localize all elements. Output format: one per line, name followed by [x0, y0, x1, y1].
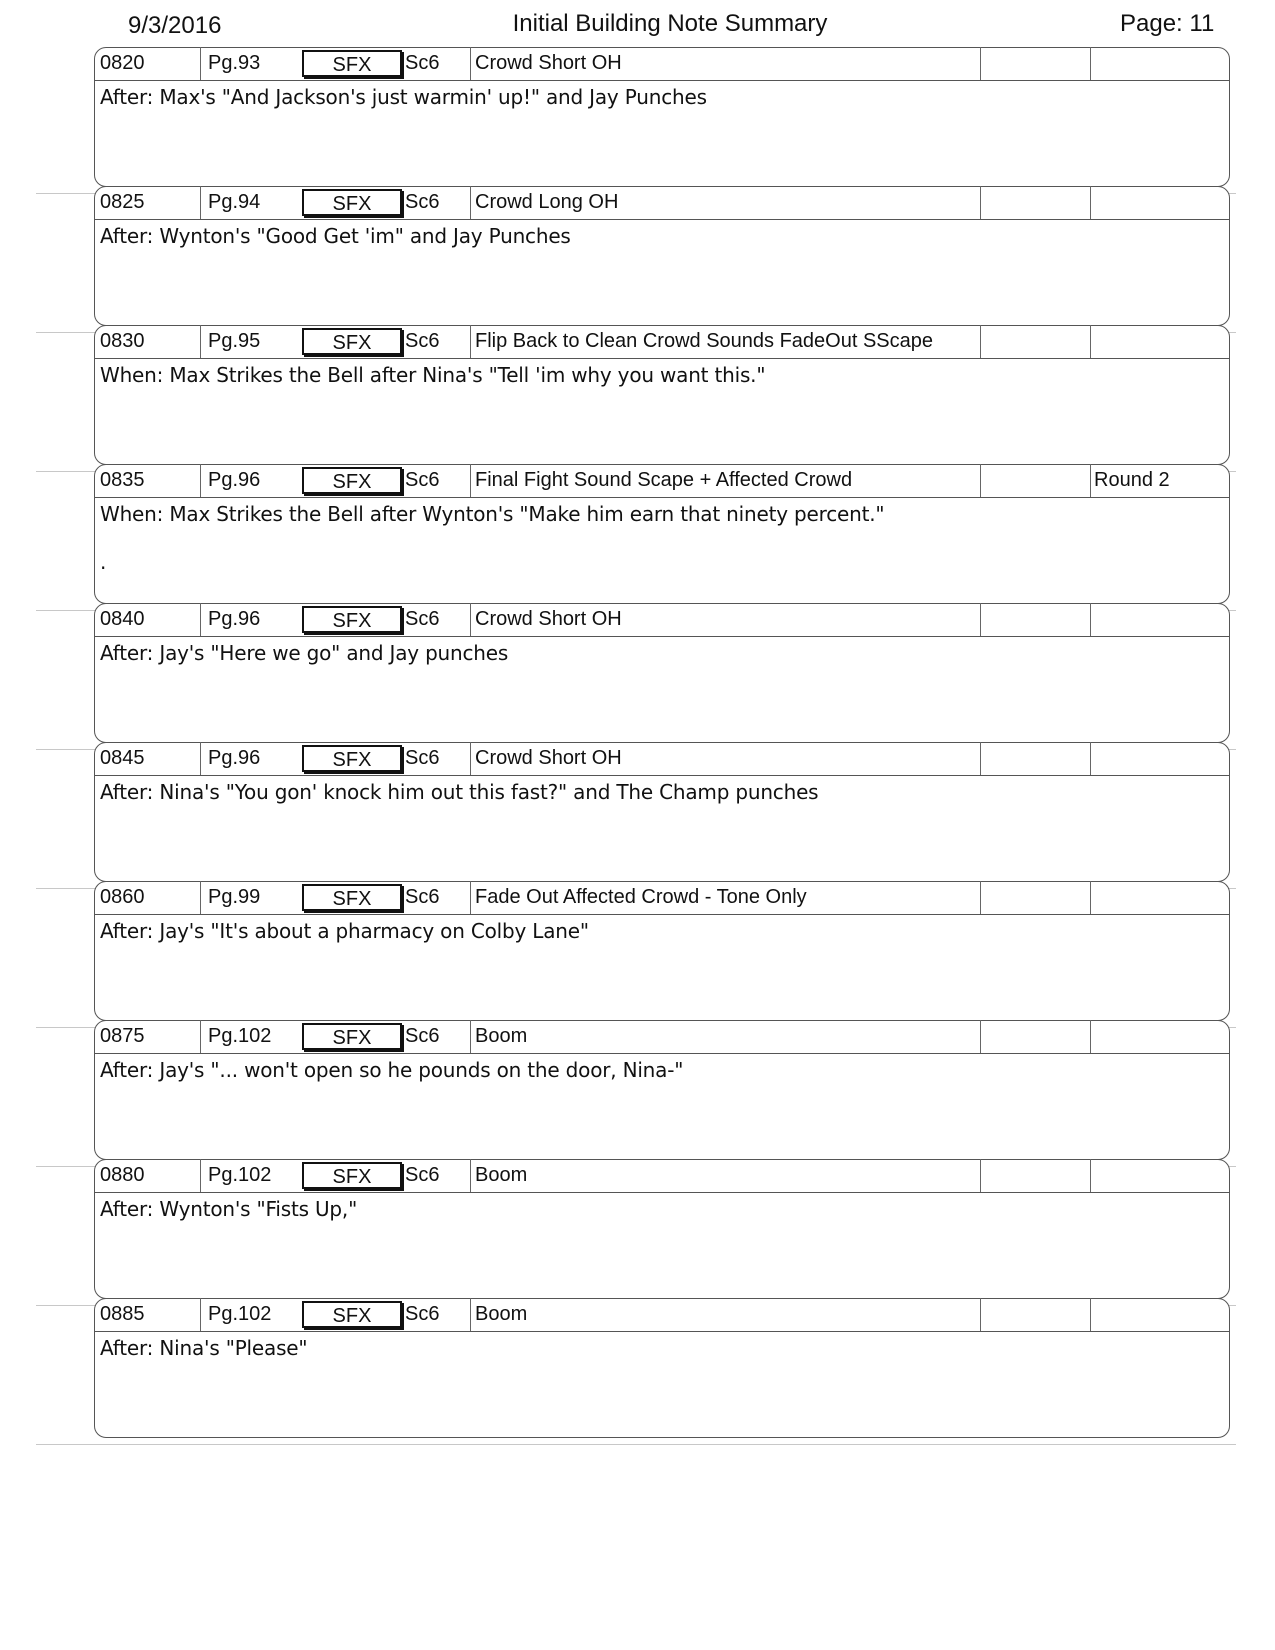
- column-divider: [1090, 603, 1091, 636]
- column-divider: [1090, 742, 1091, 775]
- column-divider: [200, 1159, 201, 1192]
- cue-type-badge: SFX: [302, 745, 402, 772]
- cue-record: [94, 186, 1234, 326]
- column-divider: [200, 464, 201, 497]
- column-divider: [200, 186, 201, 219]
- column-divider: [980, 603, 981, 636]
- column-divider: [980, 464, 981, 497]
- column-divider: [470, 603, 471, 636]
- column-divider: [470, 881, 471, 914]
- cue-note: After: Nina's "You gon' knock him out this fast?" and The Champ punches: [100, 780, 819, 804]
- cue-number: 0840: [100, 608, 145, 630]
- cue-scene: Sc6: [405, 608, 440, 630]
- cue-note: After: Wynton's "Fists Up,": [100, 1197, 358, 1221]
- cue-scene: Sc6: [405, 747, 440, 769]
- cue-page: Pg.102: [208, 1025, 272, 1047]
- cue-record: [94, 603, 1234, 743]
- record-header-row: [94, 464, 1230, 498]
- cue-note: After: Wynton's "Good Get 'im" and Jay Punches: [100, 224, 571, 248]
- column-divider: [980, 881, 981, 914]
- column-divider: [470, 1159, 471, 1192]
- cue-note: After: Nina's "Please": [100, 1336, 308, 1360]
- cue-number: 0835: [100, 469, 145, 491]
- cue-extra-2: [1094, 742, 1224, 775]
- column-divider: [1090, 1298, 1091, 1331]
- record-header-row: [94, 742, 1230, 776]
- cue-extra-2: [1094, 603, 1224, 636]
- column-divider: [980, 47, 981, 80]
- cue-extra-2: [1094, 47, 1224, 80]
- cue-extra-1: [987, 464, 1087, 497]
- column-divider: [200, 742, 201, 775]
- cue-page: Pg.102: [208, 1164, 272, 1186]
- record-header-row: [94, 881, 1230, 915]
- cue-note: After: Jay's "It's about a pharmacy on Colby Lane": [100, 919, 589, 943]
- cue-scene: Sc6: [405, 1025, 440, 1047]
- cue-note: After: Max's "And Jackson's just warmin' up!" and Jay Punches: [100, 85, 707, 109]
- cue-extra-1: [987, 186, 1087, 219]
- cue-description: Fade Out Affected Crowd - Tone Only: [475, 886, 807, 908]
- cue-number: 0825: [100, 191, 145, 213]
- cue-description: Crowd Short OH: [475, 608, 622, 630]
- cue-extra-2: [1094, 1159, 1224, 1192]
- record-header-row: [94, 1159, 1230, 1193]
- report-title: Initial Building Note Summary: [512, 10, 828, 37]
- cue-description: Final Fight Sound Scape + Affected Crowd: [475, 469, 853, 491]
- column-divider: [1090, 186, 1091, 219]
- cue-record: [94, 742, 1234, 882]
- cue-page: Pg.96: [208, 747, 261, 769]
- column-divider: [470, 1020, 471, 1053]
- cue-number: 0880: [100, 1164, 145, 1186]
- cue-number: 0830: [100, 330, 145, 352]
- cue-description: Crowd Long OH: [475, 191, 619, 213]
- cue-type-badge: SFX: [302, 467, 402, 494]
- cue-extra-2: [1094, 1298, 1224, 1331]
- cue-extra-1: [987, 325, 1087, 358]
- page-number: Page: 11: [1120, 10, 1215, 37]
- column-divider: [1090, 1020, 1091, 1053]
- cue-description: Crowd Short OH: [475, 52, 622, 74]
- column-divider: [470, 325, 471, 358]
- cue-description: Crowd Short OH: [475, 747, 622, 769]
- column-divider: [980, 325, 981, 358]
- cue-type-badge: SFX: [302, 328, 402, 355]
- column-divider: [200, 325, 201, 358]
- column-divider: [470, 47, 471, 80]
- cue-extra-2: Round 2: [1094, 469, 1170, 491]
- column-divider: [1090, 464, 1091, 497]
- cue-description: Boom: [475, 1303, 528, 1325]
- column-divider: [980, 186, 981, 219]
- record-separator: [36, 1444, 1236, 1445]
- cue-extra-2: [1094, 325, 1224, 358]
- cue-page: Pg.102: [208, 1303, 272, 1325]
- cue-scene: Sc6: [405, 191, 440, 213]
- record-header-row: [94, 603, 1230, 637]
- cue-type-badge: SFX: [302, 884, 402, 911]
- cue-note: When: Max Strikes the Bell after Wynton's "Make him earn that ninety percent.": [100, 502, 885, 526]
- record-header-row: [94, 47, 1230, 81]
- cue-type-badge: SFX: [302, 189, 402, 216]
- column-divider: [470, 464, 471, 497]
- cue-page: Pg.93: [208, 52, 261, 74]
- page-header: [0, 8, 1275, 44]
- cue-scene: Sc6: [405, 52, 440, 74]
- column-divider: [200, 881, 201, 914]
- cue-number: 0875: [100, 1025, 145, 1047]
- column-divider: [470, 742, 471, 775]
- cue-number: 0860: [100, 886, 145, 908]
- column-divider: [980, 1020, 981, 1053]
- cue-page: Pg.96: [208, 469, 261, 491]
- column-divider: [200, 1020, 201, 1053]
- column-divider: [1090, 325, 1091, 358]
- column-divider: [1090, 47, 1091, 80]
- cue-record: [94, 464, 1234, 604]
- cue-scene: Sc6: [405, 1164, 440, 1186]
- cue-note: When: Max Strikes the Bell after Nina's "Tell 'im why you want this.": [100, 363, 766, 387]
- column-divider: [470, 186, 471, 219]
- cue-page: Pg.99: [208, 886, 261, 908]
- column-divider: [470, 1298, 471, 1331]
- cue-note: After: Jay's "... won't open so he pounds on the door, Nina-": [100, 1058, 684, 1082]
- cue-scene: Sc6: [405, 469, 440, 491]
- column-divider: [980, 1298, 981, 1331]
- record-header-row: [94, 186, 1230, 220]
- cue-record: [94, 881, 1234, 1021]
- cue-type-badge: SFX: [302, 1301, 402, 1328]
- cue-extra-1: [987, 742, 1087, 775]
- column-divider: [980, 1159, 981, 1192]
- cue-description: Flip Back to Clean Crowd Sounds FadeOut SScape: [475, 330, 934, 352]
- cue-note: After: Jay's "Here we go" and Jay punches: [100, 641, 509, 665]
- cue-scene: Sc6: [405, 886, 440, 908]
- cue-extra-1: [987, 1298, 1087, 1331]
- cue-description: Boom: [475, 1025, 528, 1047]
- cue-page: Pg.96: [208, 608, 261, 630]
- cue-record: [94, 47, 1234, 187]
- column-divider: [1090, 1159, 1091, 1192]
- column-divider: [200, 47, 201, 80]
- cue-type-badge: SFX: [302, 1162, 402, 1189]
- column-divider: [200, 603, 201, 636]
- cue-scene: Sc6: [405, 330, 440, 352]
- cue-page: Pg.94: [208, 191, 261, 213]
- cue-extra-2: [1094, 1020, 1224, 1053]
- cue-number: 0820: [100, 52, 145, 74]
- cue-extra-1: [987, 603, 1087, 636]
- cue-note-extra: .: [100, 550, 107, 574]
- cue-record: [94, 1298, 1234, 1438]
- record-header-row: [94, 1298, 1230, 1332]
- column-divider: [200, 1298, 201, 1331]
- cue-type-badge: SFX: [302, 1023, 402, 1050]
- cue-record: [94, 1159, 1234, 1299]
- column-divider: [980, 742, 981, 775]
- cue-extra-1: [987, 1020, 1087, 1053]
- cue-record: [94, 1020, 1234, 1160]
- report-date: 9/3/2016: [128, 12, 222, 39]
- cue-extra-2: [1094, 186, 1224, 219]
- cue-extra-1: [987, 1159, 1087, 1192]
- column-divider: [1090, 881, 1091, 914]
- cue-type-badge: SFX: [302, 50, 402, 77]
- cue-description: Boom: [475, 1164, 528, 1186]
- cue-scene: Sc6: [405, 1303, 440, 1325]
- cue-extra-1: [987, 47, 1087, 80]
- cue-extra-2: [1094, 881, 1224, 914]
- record-header-row: [94, 1020, 1230, 1054]
- cue-type-badge: SFX: [302, 606, 402, 633]
- record-header-row: [94, 325, 1230, 359]
- cue-record: [94, 325, 1234, 465]
- cue-number: 0845: [100, 747, 145, 769]
- cue-extra-1: [987, 881, 1087, 914]
- cue-page: Pg.95: [208, 330, 261, 352]
- cue-number: 0885: [100, 1303, 145, 1325]
